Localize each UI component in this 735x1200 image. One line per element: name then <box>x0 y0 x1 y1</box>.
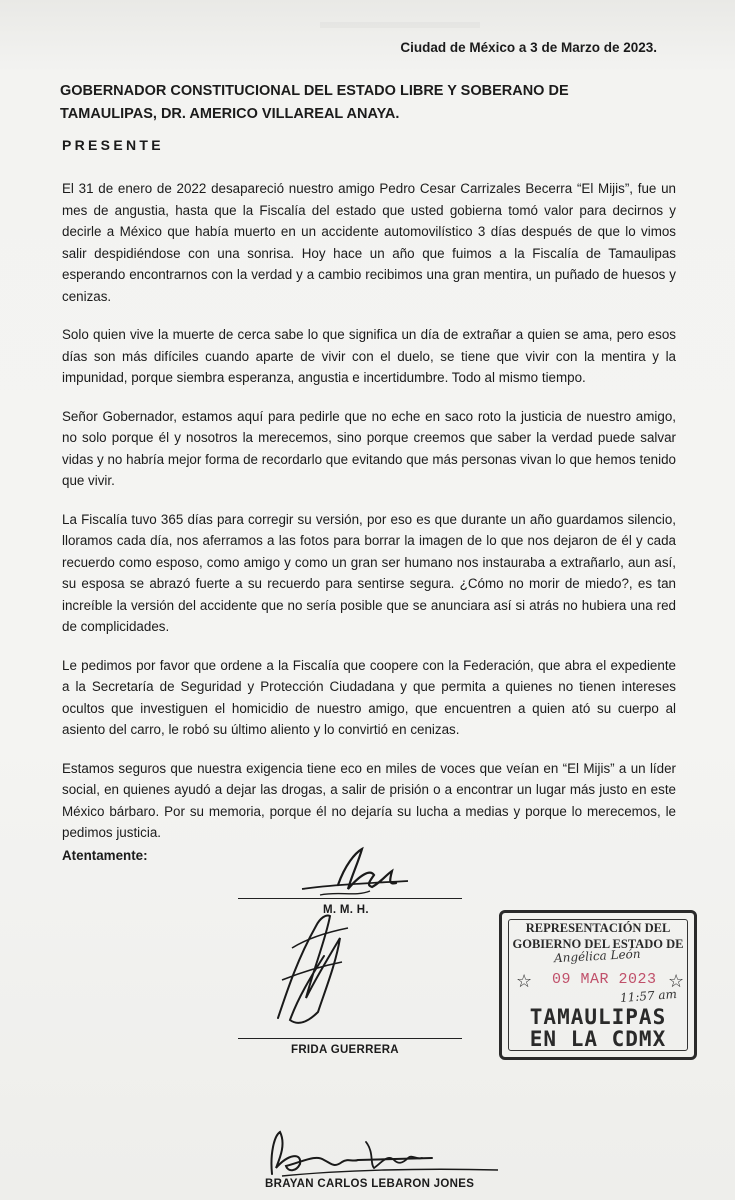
signature-name: FRIDA GUERRERA <box>291 1044 399 1056</box>
paragraph: Solo quien vive la muerte de cerca sabe lo que significa un día de extrañar a quien se ama, pero esos días son más difíciles cuando aparte de vivir con el duelo, se tiene que vivir con la mentira y la impunidad, porque siembra esperanza, angustia e incertidumbre. Todo al mismo tiempo. <box>62 327 676 385</box>
stamp-handwritten-name: Angélica León <box>553 946 641 966</box>
star-icon: ☆ <box>668 971 685 991</box>
star-icon: ☆ <box>516 971 533 991</box>
signature-scribble-brayan <box>262 1124 502 1184</box>
signature-scribble-mmh <box>300 845 410 905</box>
letter-date: Ciudad de México a 3 de Marzo de 2023. <box>400 40 657 55</box>
stamp-time: 11:57 am <box>619 987 678 1005</box>
signature-line <box>238 898 462 899</box>
paragraph: El 31 de enero de 2022 desapareció nuestro amigo Pedro Cesar Carrizales Becerra “El Mijis”, fue un mes de angustia, hasta que la Fiscalía del estado que usted gobierna tomó valor para decirnos y decirle a México que había muerto en un accidente automovilístico 3 días después de que lo vimos salir despidiéndose con una sonrisa. Hoy hace un año que fuimos a la Fiscalía de Tamaulipas esperando encontrarnos con la verdad y a cambio recibimos una gran mentira, un puñado de huesos y cenizas. <box>62 181 676 304</box>
addressee: GOBERNADOR CONSTITUCIONAL DEL ESTADO LIBRE Y SOBERANO DE TAMAULIPAS, DR. AMERICO VILLAREAL ANAYA. <box>60 83 569 122</box>
salutation: PRESENTE <box>62 137 164 153</box>
paragraph: Estamos seguros que nuestra exigencia tiene eco en miles de voces que veían en “El Mijis” a un líder social, en quienes ayudó a dejar las drogas, a salir de prisión o a encontrar un lugar más justo en este México bárbaro. Por su memoria, porque él no dejaría su lucha a medias y porque lo merecemos, le pedimos justicia. <box>62 760 676 840</box>
letter-body <box>62 178 676 866</box>
faint-header-residue <box>320 22 480 28</box>
stamp-state: TAMAULIPAS <box>529 1005 667 1029</box>
reception-stamp <box>499 910 697 1060</box>
paragraph: Le pedimos por favor que ordene a la Fiscalía que coopere con la Federación, que abra el expediente a la Secretaría de Seguridad y Protección Ciudadana y que permita a quienes no tienen intereses ocultos que investiguen el homicidio de nuestro amigo, que encuentren a quien ató su cuerpo al asiento del carro, le robó su último aliento y lo convirtió en cenizas. <box>62 657 676 737</box>
signature-scribble-frida <box>268 908 358 1038</box>
stamp-location: EN LA CDMX <box>529 1027 667 1051</box>
paragraph: Señor Gobernador, estamos aquí para pedirle que no eche en saco roto la justicia de nuestro amigo, no solo porque él y nosotros la merecemos, sino porque creemos que saber la verdad puede salvar vidas y no habría mejor forma de recordarlo que evitando que más personas vivan lo que hemos tenido que vivir. <box>62 408 676 488</box>
closing: Atentamente: <box>62 847 148 863</box>
stamp-date: 09 MAR 2023 <box>552 971 657 988</box>
signature-name: M. M. H. <box>323 904 369 916</box>
stamp-heading: REPRESENTACIÓN DEL <box>525 921 671 935</box>
paragraph: La Fiscalía tuvo 365 días para corregir su versión, por eso es que durante un año guardamos silencio, lloramos cada día, nos aferramos a las fotos para borrar la imagen de lo que nos dejaron de él y cada recuerdo como esposo, como amigo y como un gran ser humano nos instauraba a extrañarlo, aun así, su esposa se abrazó fuerte a su recuerdo para sentirse segura. ¿Cómo no morir de miedo?, es tan increíble la versión del accidente que no sería posible que se anunciara así si atrás no hubiera una red de complicidades. <box>62 511 676 634</box>
signature-name: BRAYAN CARLOS LEBARON JONES <box>265 1178 475 1190</box>
stamp-subheading: GOBIERNO DEL ESTADO DE <box>512 937 684 951</box>
signature-line <box>238 1038 462 1039</box>
